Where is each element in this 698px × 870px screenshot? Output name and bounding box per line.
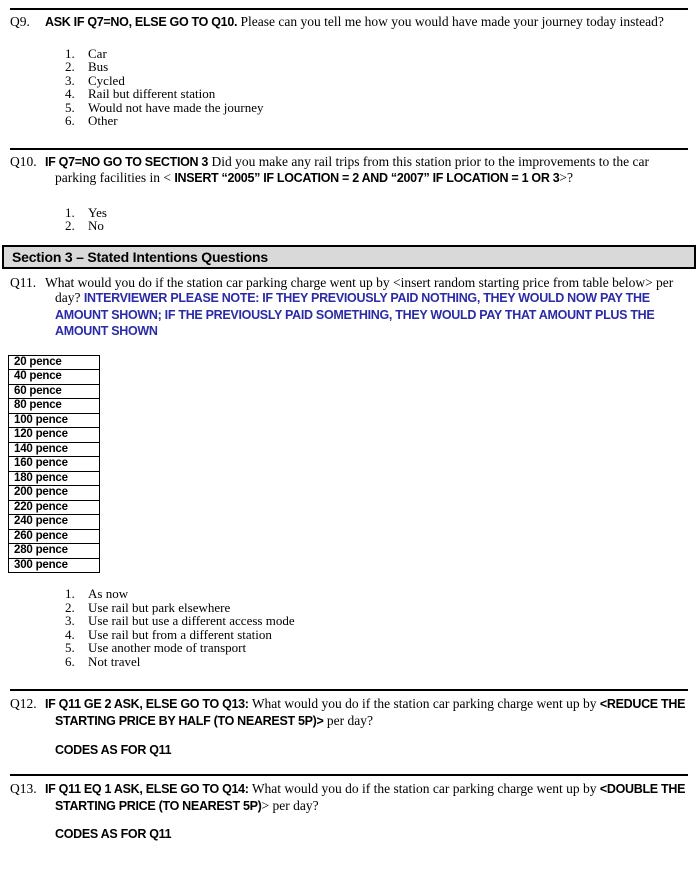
- option-item: [65, 628, 698, 642]
- section3-header: Section 3 – Stated Intentions Questions: [2, 245, 696, 269]
- price-row: 220 pence: [9, 501, 99, 516]
- divider-above-q9: [10, 8, 688, 10]
- option-label: Use rail but use a different access mode: [88, 613, 295, 628]
- interviewer-note-q11: INTERVIEWER PLEASE NOTE: IF THEY PREVIOUSLY PAID NOTHING, THEY WOULD NOW PAY THE AMOUNT SHOWN; IF THE PREVIOUSLY PAID SOMETHING, THEY WOULD PAY THAT AMOUNT PLUS THE AMOUNT SHOWN: [55, 291, 655, 338]
- option-number: 1.: [65, 45, 75, 61]
- question-text-q11: What would you do if the station car parking charge went up by <insert random starting price from table below> per day?: [45, 274, 674, 305]
- option-label: Yes: [88, 204, 107, 220]
- option-label: Rail but different station: [88, 86, 216, 101]
- option-number: 1.: [65, 204, 75, 220]
- question-number-q12: Q12.: [10, 696, 37, 711]
- divider-above-q10: [10, 148, 688, 150]
- question-number-q13: Q13.: [10, 781, 37, 796]
- question-text-after-q12: per day?: [326, 712, 374, 728]
- question-insert-q10: INSERT “2005” IF LOCATION = 2 AND “2007” IF LOCATION = 1 OR 3: [174, 171, 560, 185]
- option-item: [65, 47, 698, 61]
- answer-options-q10: [65, 206, 698, 233]
- question-text-after-q13: > per day?: [261, 797, 319, 813]
- option-label: Other: [88, 113, 118, 128]
- option-label: Use rail but from a different station: [88, 626, 272, 642]
- question-number-q9: Q9.: [10, 14, 30, 29]
- divider-above-q13: [10, 774, 688, 776]
- question-q10: [10, 154, 688, 187]
- option-item: [65, 74, 698, 88]
- option-item: [65, 614, 698, 628]
- price-row: 80 pence: [9, 399, 99, 414]
- question-text-q13: What would you do if the station car parking charge went up by: [251, 781, 597, 796]
- option-item: [65, 114, 698, 128]
- question-q9: [10, 14, 688, 31]
- price-row: 300 pence: [14, 558, 68, 571]
- question-directive-q13: IF Q11 EQ 1 ASK, ELSE GO TO Q14:: [45, 782, 249, 796]
- question-number-q10: Q10.: [10, 153, 37, 169]
- price-table: [8, 355, 100, 574]
- price-row: 200 pence: [9, 486, 99, 501]
- answer-options-q9: [65, 47, 698, 128]
- option-label: Bus: [88, 59, 109, 74]
- option-label: Use another mode of transport: [88, 640, 247, 655]
- option-label: Would not have made the journey: [88, 99, 264, 115]
- option-label: As now: [88, 586, 129, 601]
- price-row: 60 pence: [9, 385, 99, 400]
- option-label: No: [88, 218, 104, 233]
- question-text-q12: What would you do if the station car parking charge went up by: [251, 696, 597, 711]
- question-q11: [10, 275, 688, 340]
- question-directive-q12: IF Q11 GE 2 ASK, ELSE GO TO Q13:: [45, 697, 249, 711]
- price-row: 40 pence: [9, 370, 99, 385]
- price-row: 120 pence: [9, 428, 99, 443]
- option-number: 4.: [65, 86, 75, 101]
- option-number: 4.: [65, 626, 75, 642]
- price-row: 280 pence: [9, 544, 99, 559]
- option-number: 6.: [65, 653, 75, 669]
- question-directive-q10: IF Q7=NO GO TO SECTION 3: [45, 154, 209, 169]
- option-item: [65, 601, 698, 615]
- option-number: 2.: [65, 599, 75, 615]
- option-number: 5.: [65, 640, 75, 655]
- question-insert-q12: <REDUCE THE STARTING PRICE BY HALF (TO NEAREST 5P)>: [55, 697, 686, 728]
- codes-note-q12: CODES AS FOR Q11: [55, 743, 172, 757]
- price-row: 240 pence: [9, 515, 99, 530]
- question-q13: [10, 781, 688, 814]
- price-row: 260 pence: [9, 530, 99, 545]
- option-number: 2.: [65, 59, 75, 74]
- answer-options-q11: [65, 587, 698, 668]
- option-item: [65, 655, 698, 669]
- option-number: 3.: [65, 72, 75, 88]
- option-label: Cycled: [88, 72, 125, 88]
- option-item: [65, 206, 698, 220]
- option-label: Not travel: [88, 653, 141, 669]
- option-item: [65, 219, 698, 233]
- question-insert-q13: <DOUBLE THE STARTING PRICE (TO NEAREST 5P): [55, 782, 686, 813]
- option-label: Use rail but park elsewhere: [88, 599, 231, 615]
- price-row: 180 pence: [9, 472, 99, 487]
- option-number: 2.: [65, 218, 75, 233]
- price-row: 160 pence: [9, 457, 99, 472]
- divider-above-q12: [10, 689, 688, 691]
- price-row: 100 pence: [9, 414, 99, 429]
- question-number-q11: Q11.: [10, 274, 37, 290]
- codes-note-q13: CODES AS FOR Q11: [55, 827, 172, 841]
- option-number: 6.: [65, 113, 75, 128]
- option-number: 1.: [65, 586, 75, 601]
- option-number: 5.: [65, 99, 75, 115]
- price-row: 140 pence: [9, 443, 99, 458]
- option-item: [65, 587, 698, 601]
- option-item: [65, 101, 698, 115]
- option-label: Car: [88, 45, 107, 61]
- question-directive-q9: ASK IF Q7=NO, ELSE GO TO Q10.: [45, 15, 238, 29]
- price-row: 20 pence: [9, 356, 99, 371]
- option-item: [65, 60, 698, 74]
- question-q12: [10, 696, 688, 729]
- question-text-after-q10: >?: [559, 170, 573, 185]
- question-text-q10: Did you make any rail trips from this station prior to the improvements to the car parking facilities in <: [55, 153, 649, 185]
- question-text-q9: Please can you tell me how you would have made your journey today instead?: [240, 14, 664, 29]
- option-item: [65, 87, 698, 101]
- option-number: 3.: [65, 613, 75, 628]
- option-item: [65, 641, 698, 655]
